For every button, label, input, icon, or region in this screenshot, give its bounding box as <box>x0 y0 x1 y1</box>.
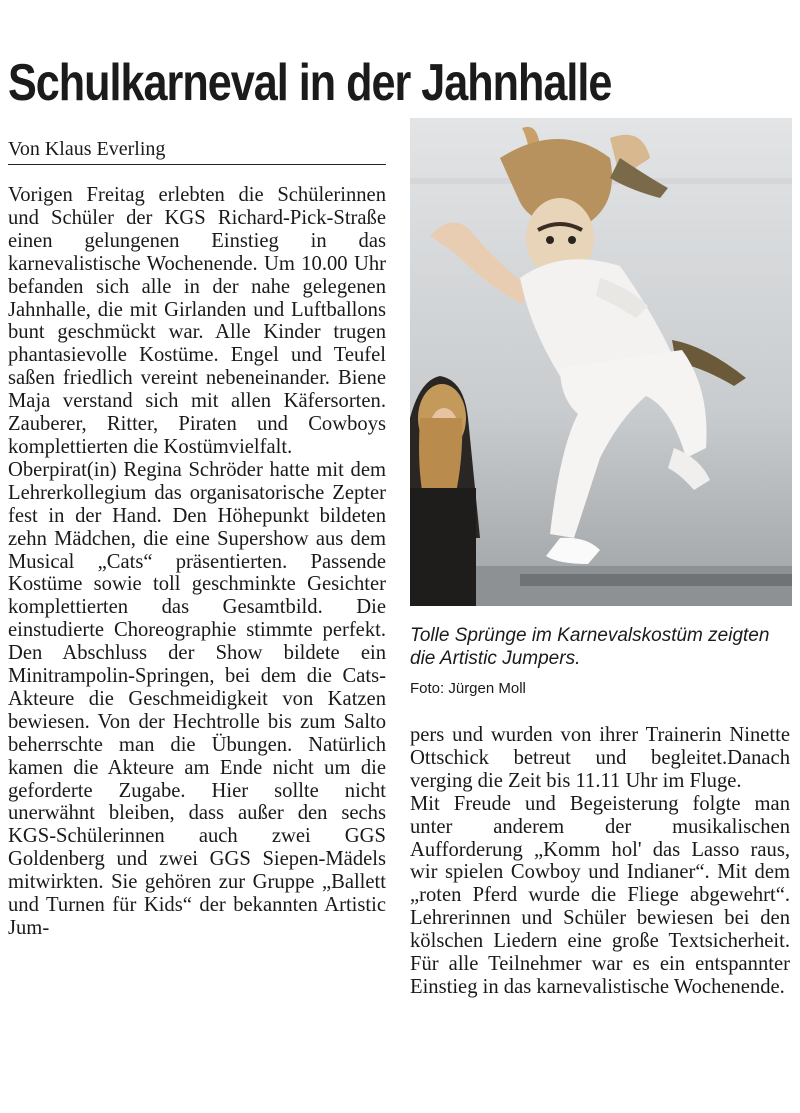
byline: Von Klaus Everling <box>8 136 386 165</box>
article-paragraph: Vorigen Freitag erlebten die Schülerinnen und Schüler der KGS Richard-Pick-Straße einen gelungenen Einstieg in das karnevalistische Wochenende. Um 10.00 Uhr befanden sich alle in der nahe gelegenen Jahnhalle, die mit Girlanden und Luftballons bunt geschmückt war. Alle Kinder trugen phantasievolle Kostüme. Engel und Teufel saßen friedlich vereint nebeneinander. Biene Maja verstand sich mit allen Käfersorten. Zauberer, Ritter, Piraten und Cowboys komplettierten die Kostümvielfalt. <box>8 184 386 458</box>
article-column-right <box>410 724 790 999</box>
article-paragraph: Oberpirat(in) Regina Schröder hatte mit dem Lehrerkollegium das organisatorische Zepter fest in der Hand. Den Höhepunkt bildeten zehn Mädchen, die eine Supershow aus dem Musical „Cats“ präsentierten. Passende Kostüme sowie toll geschminkte Gesichter komplettierten das Gesamtbild. Die einstudierte Choreographie stimmte perfekt. Den Abschluss der Show bildete ein Minitrampolin-Springen, bei dem die Cats-Akteure die Geschmeidigkeit von Katzen bewiesen. Von der Hechtrolle bis zum Salto beherrschte man die Übungen. Natürlich kamen die Akteure am Ende nicht um die geforderte Zugabe. Hier sollte nicht unerwähnt bleiben, dass außer den sechs KGS-Schülerinnen auch zwei GGS Goldenberg und zwei GGS Siepen-Mädels mitwirkten. Sie gehören zur Gruppe „Ballett und Turnen für Kids“ der bekannten Artistic Jum- <box>8 458 386 939</box>
photo-caption: Tolle Sprünge im Karnevalskostüm zeigten die Artistic Jumpers. <box>410 625 770 669</box>
article-photo <box>410 118 792 606</box>
article-paragraph: Mit Freude und Begeisterung folgte man unter anderem der musikalischen Aufforderung „Komm hol' das Lasso raus, wir spielen Cowboy und Indianer“. Mit dem „roten Pferd wurde die Fliege abgewehrt“. Lehrerinnen und Schüler bewiesen bei den kölschen Liedern eine große Textsicherheit. Für alle Teilnehmer war es ein entspannter Einstieg in das karnevalistische Wochenende. <box>410 792 790 998</box>
photo-illustration <box>410 118 792 606</box>
article-column-left <box>8 184 386 940</box>
photo-credit: Foto: Jürgen Moll <box>410 680 526 697</box>
article-headline: Schulkarneval in der Jahnhalle <box>8 53 612 112</box>
article-paragraph: pers und wurden von ihrer Trainerin Ninette Ottschick betreut und begleitet.Danach verging die Zeit bis 11.11 Uhr im Fluge. <box>410 724 790 792</box>
